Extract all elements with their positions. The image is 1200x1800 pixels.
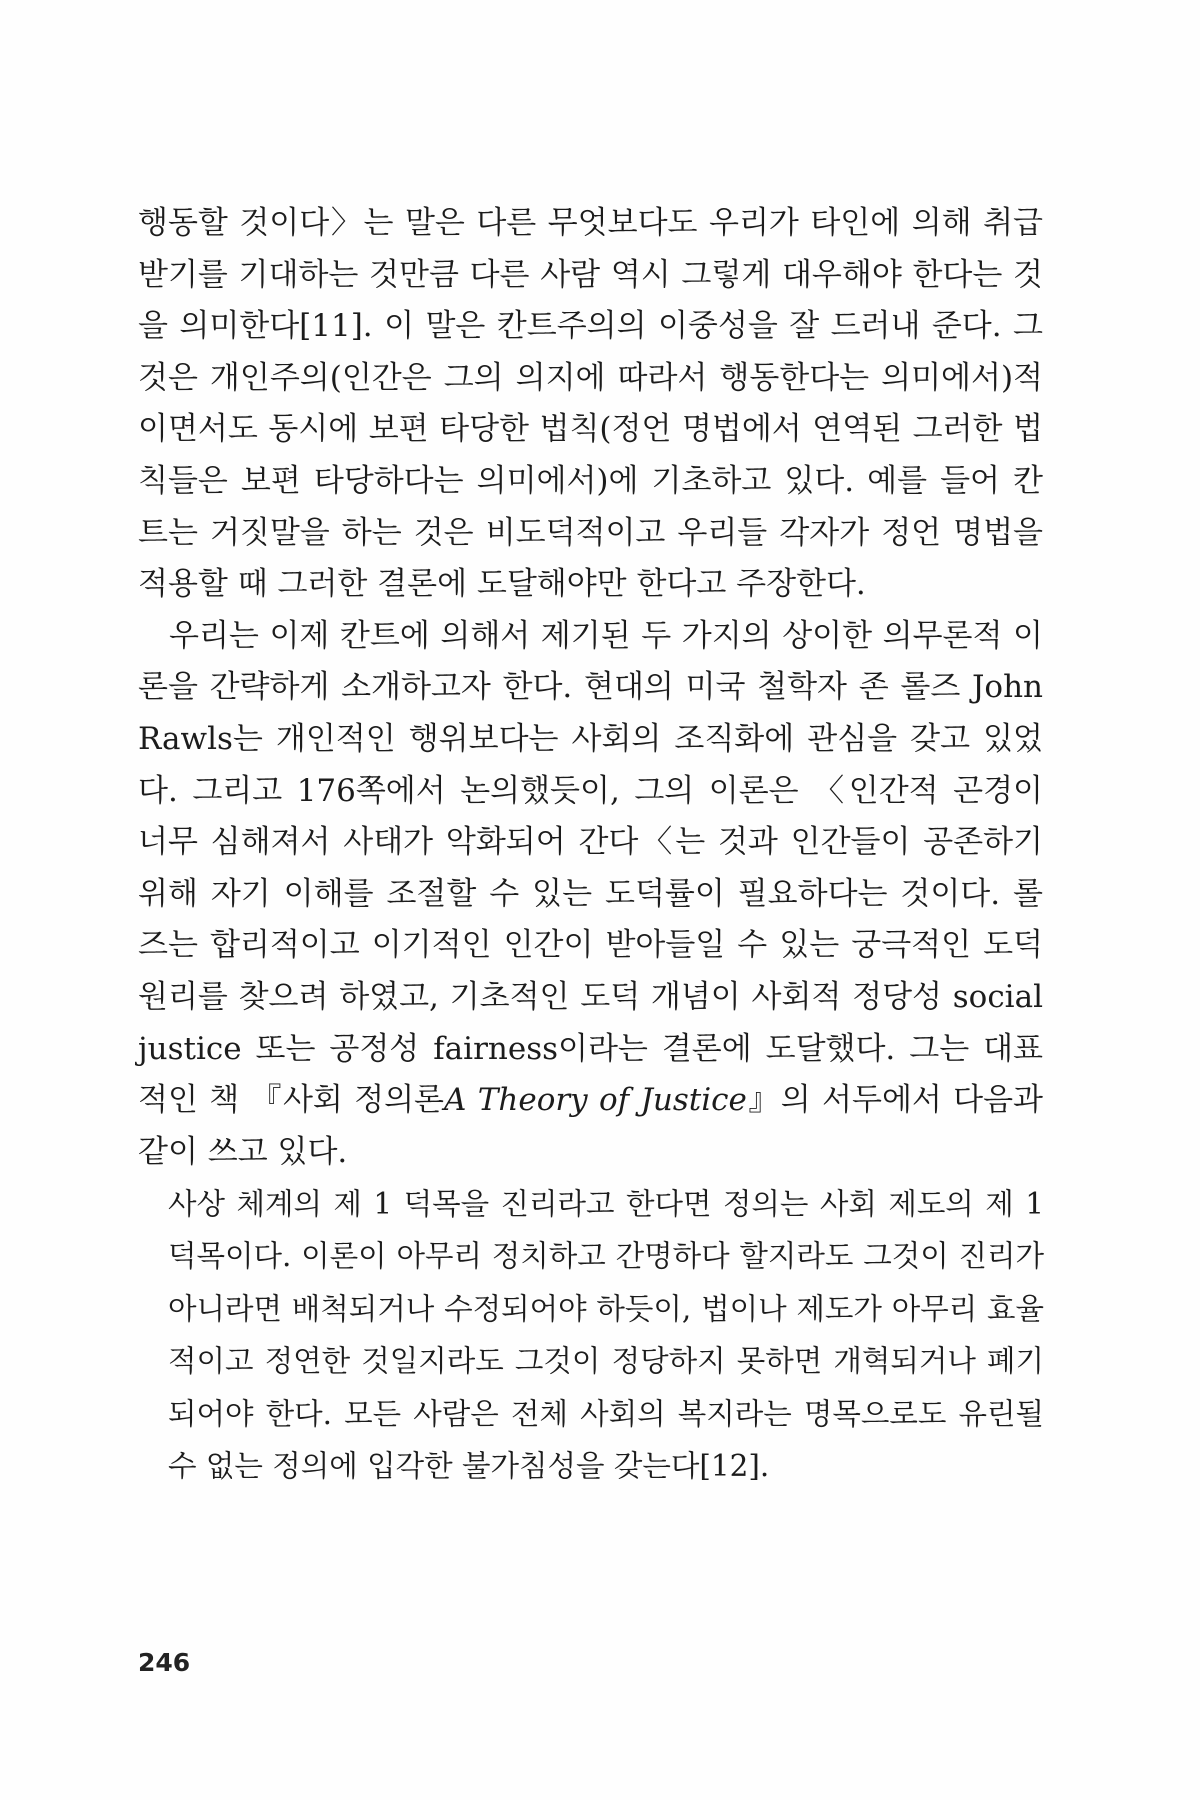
page-number: 246 bbox=[138, 1648, 191, 1677]
book-title: A Theory of Justice bbox=[444, 1082, 747, 1119]
paragraph-2-text: 우리는 이제 칸트에 의해서 제기된 두 가지의 상이한 의무론적 이론을 간략하게 소개하고자 한다. 현대의 미국 철학자 존 롤즈 John Rawls는 개인적인 행위보다는 사회의 조직화에 관심을 갖고 있었다. 그리고 176쪽에서 논의했듯이, 그의 이론은 〈인간적 곤경이 너무 심해져서 사태가 악화되어 간다〈는 것과 인간들이 공존하기 위해 자기 이해를 조절할 수 있는 도덕률이 필요하다는 것이다. 롤즈는 합리적이고 이기적인 인간이 받아들일 수 있는 궁극적인 도덕 원리를 찾으려 하였고, 기초적인 도덕 개념이 사회적 정당성 social justice 또는 공정성 fairness이라는 결론에 도달했다. 그는 대표적인 책 『사회 정의론 bbox=[138, 617, 1043, 1119]
paragraph-2 bbox=[138, 611, 1043, 1179]
paragraph-2-tail: 』의 서두에서 다음과 같이 쓰고 있다. bbox=[138, 1082, 1043, 1170]
body-text bbox=[138, 198, 1043, 1178]
paragraph-1: 행동할 것이다〉는 말은 다른 무엇보다도 우리가 타인에 의해 취급받기를 기대하는 것만큼 다른 사람 역시 그렇게 대우해야 한다는 것을 의미한다[11]. 이 말은 칸트주의의 이중성을 잘 드러내 준다. 그것은 개인주의(인간은 그의 의지에 따라서 행동한다는 의미에서)적이면서도 동시에 보편 타당한 법칙(정언 명법에서 연역된 그러한 법칙들은 보편 타당하다는 의미에서)에 기초하고 있다. 예를 들어 칸트는 거짓말을 하는 것은 비도덕적이고 우리들 각자가 정언 명법을 적용할 때 그러한 결론에 도달해야만 한다고 주장한다. bbox=[138, 205, 1043, 603]
block-quote: 사상 체계의 제 1 덕목을 진리라고 한다면 정의는 사회 제도의 제 1 덕목이다. 이론이 아무리 정치하고 간명하다 할지라도 그것이 진리가 아니라면 배척되거나 수정되어야 하듯이, 법이나 제도가 아무리 효율적이고 정연한 것일지라도 그것이 정당하지 못하면 개혁되거나 폐기되어야 한다. 모든 사람은 전체 사회의 복지라는 명목으로도 유린될 수 없는 정의에 입각한 불가침성을 갖는다[12]. bbox=[168, 1187, 1044, 1484]
